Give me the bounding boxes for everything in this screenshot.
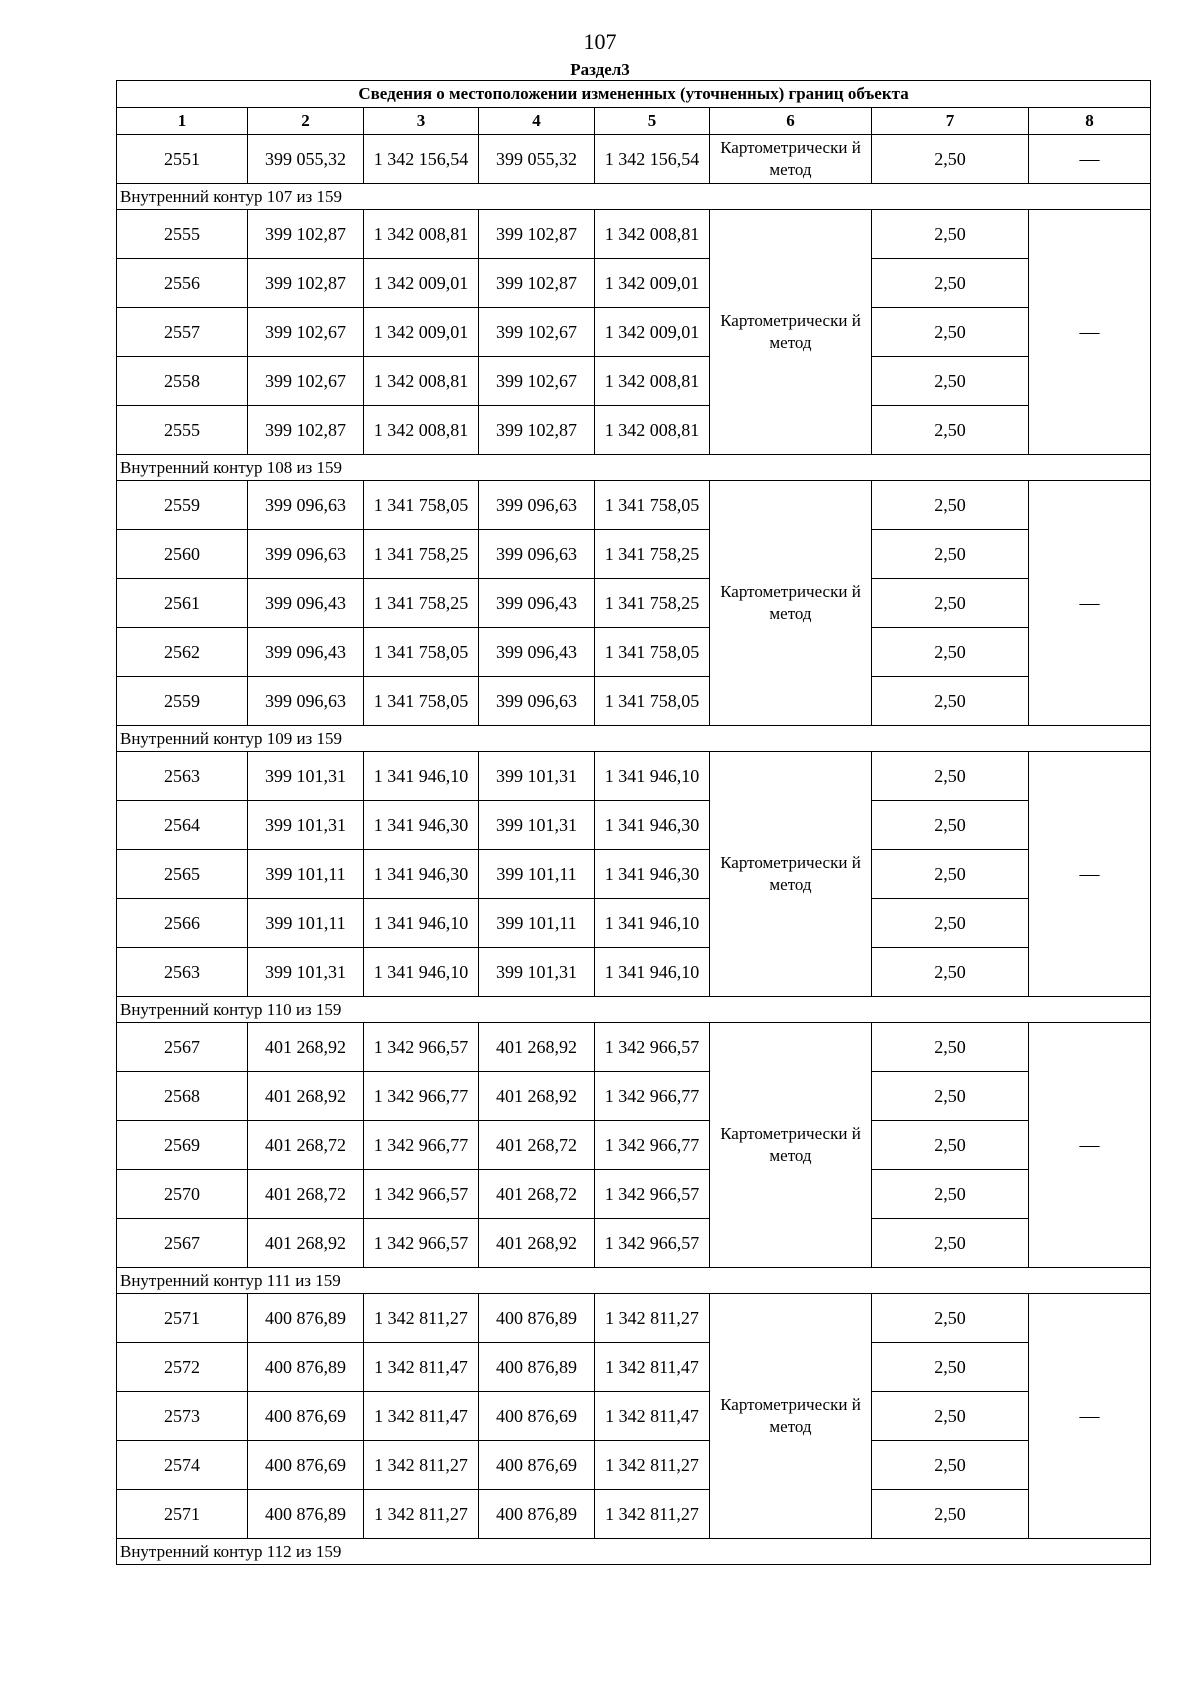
accuracy-cell: 2,50 [872,1023,1029,1072]
x-coordinate-cell: 399 101,11 [248,850,364,899]
y-coordinate-cell: 1 341 946,10 [595,899,710,948]
x-coordinate-cell: 399 101,31 [479,801,595,850]
y-coordinate-cell: 1 341 758,25 [595,579,710,628]
x-coordinate-cell: 399 102,87 [248,259,364,308]
x-coordinate-cell: 400 876,69 [479,1441,595,1490]
accuracy-cell: 2,50 [872,357,1029,406]
point-number-cell: 2569 [117,1121,248,1170]
y-coordinate-cell: 1 342 811,47 [364,1392,479,1441]
point-number-cell: 2561 [117,579,248,628]
x-coordinate-cell: 401 268,72 [479,1170,595,1219]
y-coordinate-cell: 1 342 966,77 [595,1121,710,1170]
column-number: 1 [117,108,248,135]
y-coordinate-cell: 1 342 008,81 [595,406,710,455]
y-coordinate-cell: 1 341 946,30 [364,850,479,899]
page-number: 107 [583,29,617,54]
table-row [117,579,1151,628]
point-number-cell: 2573 [117,1392,248,1441]
y-coordinate-cell: 1 342 811,27 [364,1441,479,1490]
x-coordinate-cell: 400 876,89 [479,1343,595,1392]
accuracy-cell: 2,50 [872,628,1029,677]
x-coordinate-cell: 399 055,32 [248,135,364,184]
dash-cell: — [1029,481,1151,726]
x-coordinate-cell: 401 268,92 [248,1219,364,1268]
y-coordinate-cell: 1 342 008,81 [364,357,479,406]
y-coordinate-cell: 1 342 966,57 [595,1023,710,1072]
accuracy-cell: 2,50 [872,1072,1029,1121]
table-row [117,628,1151,677]
x-coordinate-cell: 399 055,32 [479,135,595,184]
y-coordinate-cell: 1 342 008,81 [364,406,479,455]
table-row [117,801,1151,850]
point-number-cell: 2574 [117,1441,248,1490]
x-coordinate-cell: 401 268,92 [248,1072,364,1121]
y-coordinate-cell: 1 341 758,05 [364,628,479,677]
y-coordinate-cell: 1 341 758,25 [595,530,710,579]
x-coordinate-cell: 400 876,69 [248,1392,364,1441]
x-coordinate-cell: 400 876,69 [248,1441,364,1490]
y-coordinate-cell: 1 342 008,81 [595,357,710,406]
x-coordinate-cell: 399 096,63 [248,481,364,530]
point-number-cell: 2571 [117,1490,248,1539]
table-row [117,308,1151,357]
x-coordinate-cell: 401 268,72 [248,1170,364,1219]
boundary-table [116,80,1151,1565]
table-row [117,530,1151,579]
x-coordinate-cell: 399 101,31 [248,752,364,801]
point-number-cell: 2571 [117,1294,248,1343]
column-number-row [117,108,1151,135]
point-number-cell: 2559 [117,481,248,530]
point-number-cell: 2566 [117,899,248,948]
x-coordinate-cell: 399 102,67 [479,308,595,357]
dash-cell: — [1029,135,1151,184]
y-coordinate-cell: 1 341 946,10 [595,948,710,997]
y-coordinate-cell: 1 342 966,77 [364,1121,479,1170]
table-row [117,1121,1151,1170]
x-coordinate-cell: 399 096,43 [479,628,595,677]
point-number-cell: 2565 [117,850,248,899]
accuracy-cell: 2,50 [872,406,1029,455]
x-coordinate-cell: 401 268,92 [479,1023,595,1072]
accuracy-cell: 2,50 [872,1490,1029,1539]
y-coordinate-cell: 1 341 946,30 [595,850,710,899]
point-number-cell: 2564 [117,801,248,850]
accuracy-cell: 2,50 [872,677,1029,726]
y-coordinate-cell: 1 342 966,57 [364,1170,479,1219]
y-coordinate-cell: 1 342 966,77 [364,1072,479,1121]
point-number-cell: 2555 [117,406,248,455]
accuracy-cell: 2,50 [872,1121,1029,1170]
x-coordinate-cell: 399 101,31 [248,801,364,850]
contour-label: Внутренний контур 112 из 159 [117,1539,1151,1565]
contour-label: Внутренний контур 110 из 159 [117,997,1151,1023]
x-coordinate-cell: 399 102,87 [479,210,595,259]
accuracy-cell: 2,50 [872,1219,1029,1268]
accuracy-cell: 2,50 [872,1343,1029,1392]
table-row [117,1490,1151,1539]
table-row [117,899,1151,948]
accuracy-cell: 2,50 [872,135,1029,184]
table-row [117,850,1151,899]
point-number-cell: 2570 [117,1170,248,1219]
y-coordinate-cell: 1 342 811,27 [595,1441,710,1490]
y-coordinate-cell: 1 341 758,25 [364,530,479,579]
dash-cell: — [1029,1294,1151,1539]
column-number: 5 [595,108,710,135]
x-coordinate-cell: 399 096,63 [248,530,364,579]
x-coordinate-cell: 400 876,69 [479,1392,595,1441]
y-coordinate-cell: 1 341 758,05 [364,481,479,530]
y-coordinate-cell: 1 342 811,27 [364,1490,479,1539]
x-coordinate-cell: 400 876,89 [248,1343,364,1392]
y-coordinate-cell: 1 341 946,30 [364,801,479,850]
y-coordinate-cell: 1 342 009,01 [595,308,710,357]
x-coordinate-cell: 401 268,92 [479,1072,595,1121]
table-title: Сведения о местоположении измененных (уточненных) границ объекта [117,81,1151,108]
x-coordinate-cell: 399 101,31 [479,752,595,801]
accuracy-cell: 2,50 [872,850,1029,899]
x-coordinate-cell: 399 102,67 [248,357,364,406]
accuracy-cell: 2,50 [872,752,1029,801]
column-number: 2 [248,108,364,135]
dash-cell: — [1029,1023,1151,1268]
table-row [117,752,1151,801]
accuracy-cell: 2,50 [872,259,1029,308]
table-row [117,481,1151,530]
contour-row [117,455,1151,481]
x-coordinate-cell: 399 101,11 [248,899,364,948]
column-number: 3 [364,108,479,135]
table-row [117,1072,1151,1121]
y-coordinate-cell: 1 342 966,57 [595,1219,710,1268]
contour-label: Внутренний контур 107 из 159 [117,184,1151,210]
y-coordinate-cell: 1 342 966,57 [364,1219,479,1268]
accuracy-cell: 2,50 [872,801,1029,850]
point-number-cell: 2568 [117,1072,248,1121]
y-coordinate-cell: 1 342 008,81 [364,210,479,259]
y-coordinate-cell: 1 342 811,27 [364,1294,479,1343]
x-coordinate-cell: 399 096,43 [248,628,364,677]
point-number-cell: 2558 [117,357,248,406]
column-number: 8 [1029,108,1151,135]
accuracy-cell: 2,50 [872,481,1029,530]
x-coordinate-cell: 399 096,63 [479,481,595,530]
x-coordinate-cell: 400 876,89 [248,1490,364,1539]
y-coordinate-cell: 1 341 758,05 [595,628,710,677]
column-number: 7 [872,108,1029,135]
method-cell: Картометрически й метод [710,752,872,997]
section-label: Раздел3 [570,60,630,79]
x-coordinate-cell: 399 102,67 [248,308,364,357]
point-number-cell: 2551 [117,135,248,184]
table-row [117,1170,1151,1219]
x-coordinate-cell: 399 101,11 [479,899,595,948]
y-coordinate-cell: 1 341 758,25 [364,579,479,628]
column-number: 4 [479,108,595,135]
point-number-cell: 2562 [117,628,248,677]
point-number-cell: 2567 [117,1219,248,1268]
y-coordinate-cell: 1 342 811,27 [595,1490,710,1539]
table-row [117,948,1151,997]
dash-cell: — [1029,752,1151,997]
table-row [117,1219,1151,1268]
point-number-cell: 2572 [117,1343,248,1392]
x-coordinate-cell: 399 101,31 [479,948,595,997]
method-cell: Картометрически й метод [710,1294,872,1539]
y-coordinate-cell: 1 342 009,01 [364,259,479,308]
accuracy-cell: 2,50 [872,1170,1029,1219]
x-coordinate-cell: 399 102,87 [479,259,595,308]
x-coordinate-cell: 399 102,67 [479,357,595,406]
table-row [117,210,1151,259]
accuracy-cell: 2,50 [872,899,1029,948]
column-number: 6 [710,108,872,135]
y-coordinate-cell: 1 342 811,47 [595,1343,710,1392]
table-row [117,1343,1151,1392]
accuracy-cell: 2,50 [872,579,1029,628]
x-coordinate-cell: 401 268,72 [248,1121,364,1170]
contour-label: Внутренний контур 111 из 159 [117,1268,1151,1294]
contour-row [117,1539,1151,1565]
table-row [117,357,1151,406]
y-coordinate-cell: 1 341 946,10 [364,899,479,948]
x-coordinate-cell: 399 101,11 [479,850,595,899]
x-coordinate-cell: 399 101,31 [248,948,364,997]
accuracy-cell: 2,50 [872,1392,1029,1441]
table-row [117,135,1151,184]
y-coordinate-cell: 1 342 966,57 [595,1170,710,1219]
accuracy-cell: 2,50 [872,1294,1029,1343]
y-coordinate-cell: 1 341 946,10 [364,948,479,997]
point-number-cell: 2556 [117,259,248,308]
point-number-cell: 2563 [117,948,248,997]
x-coordinate-cell: 399 102,87 [248,210,364,259]
x-coordinate-cell: 401 268,72 [479,1121,595,1170]
contour-row [117,726,1151,752]
y-coordinate-cell: 1 342 009,01 [364,308,479,357]
x-coordinate-cell: 399 096,43 [479,579,595,628]
y-coordinate-cell: 1 342 966,77 [595,1072,710,1121]
point-number-cell: 2560 [117,530,248,579]
y-coordinate-cell: 1 342 156,54 [364,135,479,184]
dash-cell: — [1029,210,1151,455]
y-coordinate-cell: 1 342 009,01 [595,259,710,308]
point-number-cell: 2557 [117,308,248,357]
x-coordinate-cell: 399 102,87 [248,406,364,455]
table-row [117,1441,1151,1490]
x-coordinate-cell: 399 096,43 [248,579,364,628]
table-row [117,1392,1151,1441]
accuracy-cell: 2,50 [872,948,1029,997]
x-coordinate-cell: 401 268,92 [479,1219,595,1268]
x-coordinate-cell: 400 876,89 [248,1294,364,1343]
point-number-cell: 2563 [117,752,248,801]
accuracy-cell: 2,50 [872,1441,1029,1490]
contour-row [117,184,1151,210]
y-coordinate-cell: 1 341 946,30 [595,801,710,850]
contour-label: Внутренний контур 108 из 159 [117,455,1151,481]
x-coordinate-cell: 401 268,92 [248,1023,364,1072]
y-coordinate-cell: 1 342 966,57 [364,1023,479,1072]
y-coordinate-cell: 1 341 946,10 [595,752,710,801]
accuracy-cell: 2,50 [872,210,1029,259]
table-row [117,677,1151,726]
y-coordinate-cell: 1 341 946,10 [364,752,479,801]
method-cell: Картометрически й метод [710,210,872,455]
y-coordinate-cell: 1 342 811,47 [364,1343,479,1392]
table-row [117,406,1151,455]
point-number-cell: 2555 [117,210,248,259]
y-coordinate-cell: 1 341 758,05 [595,677,710,726]
y-coordinate-cell: 1 341 758,05 [595,481,710,530]
y-coordinate-cell: 1 342 811,47 [595,1392,710,1441]
table-row [117,259,1151,308]
x-coordinate-cell: 400 876,89 [479,1294,595,1343]
x-coordinate-cell: 399 096,63 [479,677,595,726]
point-number-cell: 2567 [117,1023,248,1072]
method-cell: Картометрически й метод [710,1023,872,1268]
contour-label: Внутренний контур 109 из 159 [117,726,1151,752]
x-coordinate-cell: 399 096,63 [248,677,364,726]
table-row [117,1023,1151,1072]
contour-row [117,997,1151,1023]
y-coordinate-cell: 1 342 156,54 [595,135,710,184]
method-cell: Картометрически й метод [710,135,872,184]
table-row [117,1294,1151,1343]
y-coordinate-cell: 1 342 008,81 [595,210,710,259]
y-coordinate-cell: 1 342 811,27 [595,1294,710,1343]
contour-row [117,1268,1151,1294]
accuracy-cell: 2,50 [872,308,1029,357]
x-coordinate-cell: 399 102,87 [479,406,595,455]
point-number-cell: 2559 [117,677,248,726]
method-cell: Картометрически й метод [710,481,872,726]
x-coordinate-cell: 400 876,89 [479,1490,595,1539]
x-coordinate-cell: 399 096,63 [479,530,595,579]
accuracy-cell: 2,50 [872,530,1029,579]
y-coordinate-cell: 1 341 758,05 [364,677,479,726]
